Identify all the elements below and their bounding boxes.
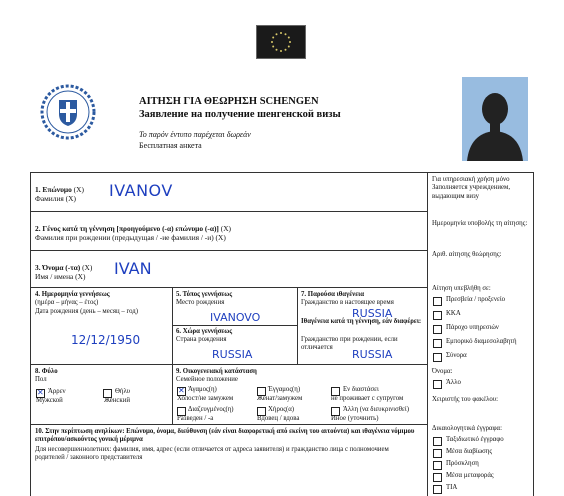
eu-stars-icon: [257, 26, 305, 58]
surname-value[interactable]: IVANOV: [109, 181, 173, 200]
person-silhouette-icon: [462, 77, 528, 161]
official-use-header: Για υπηρεσιακή χρήση μόνο Заполняется учреждением, выдающим визу: [432, 176, 511, 200]
option-intermediary-checkbox[interactable]: [433, 339, 442, 348]
option-other-checkbox[interactable]: [433, 380, 442, 389]
doc-tia-label: ΤΙΑ: [446, 484, 458, 491]
doc-travel-label: Ταξιδιωτικό έγγραφο: [446, 436, 504, 443]
birth-country-value[interactable]: RUSSIA: [212, 348, 253, 361]
guardian-label-ru: Для несовершеннолетних: фамилия, имя, адрес (если отличается от адреса заявителя) и гражданство лица с полномочием родителей / законного представителя: [35, 446, 389, 462]
marital-widowed-label-ru: Вдовец / вдова: [257, 415, 300, 422]
marital-divorced-label: Διαζευγμένος(η): [188, 406, 234, 413]
option-intermediary-label: Εμπορικό διαμεσολαβητή: [446, 338, 517, 345]
marital-other-label-ru: Иное (уточнить): [331, 415, 379, 422]
doc-invitation-checkbox[interactable]: [433, 461, 442, 470]
option-kka-checkbox[interactable]: [433, 311, 442, 320]
doc-means-label: Μέσα διαβίωσης: [446, 448, 493, 455]
sex-male-label-ru: Мужской: [36, 397, 63, 404]
greek-emblem-icon: [40, 84, 96, 140]
first-name-label: 3. Όνομα (-τα) (X) Имя / имена (X): [35, 263, 93, 281]
doc-travel-checkbox[interactable]: [433, 437, 442, 446]
sex-male-label: Άρρεν: [48, 388, 66, 395]
option-other-label: Άλλο: [446, 379, 461, 386]
free-form-note-russian: Бесплатная анкета: [139, 141, 202, 150]
option-provider-label: Πάροχο υπηρεσιών: [446, 324, 499, 331]
applicant-photo: [462, 77, 528, 161]
marital-status-label: 9. Οικογενειακή κατάσταση Семейное положение: [176, 368, 257, 384]
handled-by-label: Χειριστής του φακέλου:: [432, 396, 499, 403]
sex-female-label-ru: Женский: [104, 397, 130, 404]
option-kka-label: ΚΚΑ: [446, 310, 461, 317]
eu-flag: [256, 25, 306, 59]
marital-widowed-label: Χήρος(α): [268, 406, 295, 413]
nationality-label: 7. Παρούσα ιθαγένεια Гражданство в настоящее время: [301, 291, 394, 307]
doc-means-checkbox[interactable]: [433, 449, 442, 458]
marital-single-label-ru: Холост/не замужем: [177, 395, 234, 402]
option-border-checkbox[interactable]: [433, 353, 442, 362]
doc-transport-checkbox[interactable]: [433, 473, 442, 482]
option-provider-checkbox[interactable]: [433, 325, 442, 334]
doc-transport-label: Μέσα μεταφοράς: [446, 472, 494, 479]
sex-label: 8. Φύλο Пол: [35, 368, 58, 384]
option-embassy-checkbox[interactable]: [433, 297, 442, 306]
application-number-label: Αριθ. αίτησης θεώρησης:: [432, 251, 502, 258]
marital-separated-label-ru: не проживает с супругом: [331, 395, 404, 402]
marital-divorced-label-ru: Разведен / -а: [177, 415, 214, 422]
supporting-docs-label: Δικαιολογητικά έγγραφα:: [432, 425, 502, 432]
nationality-value[interactable]: RUSSIA: [352, 307, 393, 320]
marital-married-label: Έγγαμος(η): [268, 386, 301, 393]
marital-separated-label: Εν διαστάσει: [343, 386, 379, 393]
doc-tia-checkbox[interactable]: [433, 485, 442, 494]
birth-date-label: 4. Ημερομηνία γεννήσεως (ημέρα – μήνας – έτος) Дата рождения (день – месяц – год): [35, 291, 139, 315]
birth-place-label: 5. Τόπος γεννήσεως Место рождения: [176, 291, 233, 307]
sex-female-label: Θήλυ: [115, 388, 131, 395]
nationality-at-birth-value[interactable]: RUSSIA: [352, 348, 393, 361]
form-title-russian: Заявление на получение шенгенской визы: [139, 109, 341, 120]
marital-married-label-ru: Женат/замужем: [257, 395, 303, 402]
first-name-value[interactable]: IVAN: [114, 259, 152, 278]
marital-single-label: Άγαμος(η): [188, 386, 217, 393]
submission-date-label: Ημερομηνία υποβολής τη αίτησης:: [432, 220, 528, 227]
birth-date-value[interactable]: 12/12/1950: [71, 333, 141, 347]
name-label: Όνομα:: [432, 368, 453, 375]
option-embassy-label: Πρεσβεία / προξενείο: [446, 296, 506, 303]
option-border-label: Σύνορα: [446, 352, 467, 359]
birth-country-label: 6. Χώρα γεννήσεως Страна рождения: [176, 328, 233, 344]
nationality-at-birth-label-ru: Гражданство при рождении, если отличается: [301, 336, 398, 352]
surname-label: 1. Επώνυμο (X) Фамилия (X): [35, 185, 84, 203]
nationality-at-birth-label: Ιθαγένεια κατά τη γέννηση, εάν διαφέρει:: [301, 318, 422, 325]
form-title-greek: ΑΙΤΗΣΗ ΓΙΑ ΘΕΩΡΗΣΗ SCHENGEN: [139, 96, 319, 107]
birth-place-value[interactable]: IVANOVO: [210, 311, 261, 324]
guardian-label: 10. Στην περίπτωση ανηλίκων: Επώνυμο, όνομα, διεύθυνση (εάν είναι διαφορετική από εκείνη του αιτούντα) και ιθαγένεια νόμιμου επιτρόπου/ασκούντος γονική μέριμνα: [35, 428, 415, 444]
surname-at-birth-label: 2. Γένος κατά τη γέννηση [προηγούμενο (-α) επώνυμο (-α)] (X) Фамилия при рождении (предыдущая / -ие фамилия / -и) (X): [35, 224, 232, 242]
free-form-note-greek: Το παρόν έντυπο παρέχεται δωρεάν: [139, 130, 251, 139]
doc-invitation-label: Πρόσκληση: [446, 460, 479, 467]
marital-other-label: Άλλη (να διευκρινισθεί): [343, 406, 409, 413]
submitted-at-label: Αίτηση υπεβλήθη σε:: [432, 285, 491, 292]
